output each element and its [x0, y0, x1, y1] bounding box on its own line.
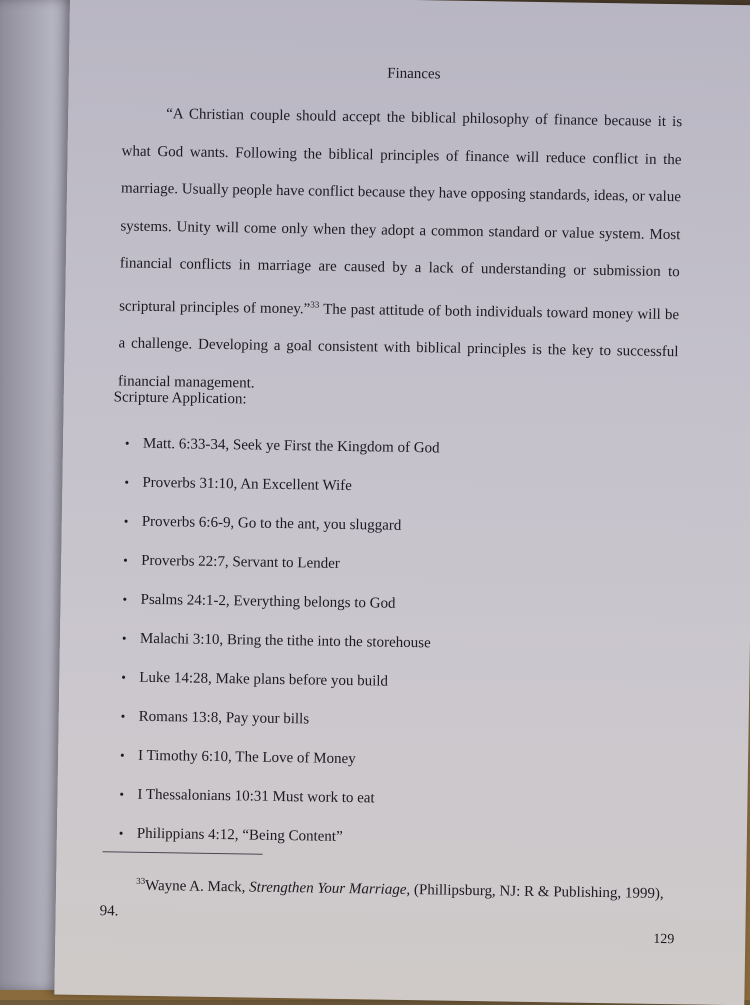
scripture-list [119, 424, 440, 858]
verse-text: Proverbs 22:7, Servant to Lender [141, 552, 340, 572]
bullet-icon: • [118, 825, 124, 841]
paragraph-rest: The past attitude of both individuals toward money will be a challenge. Developing a goal consistent with biblical principles is the key to successful financial management. [117, 301, 680, 392]
list-item [123, 501, 438, 545]
list-item [123, 540, 438, 584]
verse-text: Proverbs 6:6-9, Go to the ant, you sluggard [141, 513, 402, 534]
page-number: 129 [653, 931, 675, 948]
list-item [121, 657, 436, 701]
list-item [125, 424, 440, 468]
bullet-icon: • [123, 513, 129, 529]
bullet-icon: • [121, 630, 127, 646]
bullet-icon: • [124, 474, 130, 490]
book-page [54, 0, 750, 1005]
list-item [120, 696, 435, 740]
list-item [119, 774, 434, 818]
footnote-book-title: Strengthen Your Marriage [249, 879, 407, 898]
paragraph-indent [122, 117, 166, 118]
bullet-icon: • [121, 669, 127, 685]
section-label: Scripture Application: [113, 389, 247, 408]
body-paragraph [118, 95, 683, 409]
footnote-number: 33 [136, 875, 146, 886]
bullet-icon: • [123, 552, 128, 568]
bullet-icon: • [119, 747, 125, 763]
list-item [119, 813, 434, 857]
bullet-icon: • [119, 786, 125, 802]
bullet-icon: • [124, 435, 130, 451]
verse-text: Psalms 24:1-2, Everything belongs to God [140, 591, 396, 612]
verse-text: Philippians 4:12, “Being Content” [136, 825, 343, 845]
bullet-icon: • [120, 708, 126, 724]
page-title: Finances [387, 65, 441, 83]
list-item [122, 618, 437, 662]
verse-text: I Timothy 6:10, The Love of Money [137, 747, 356, 768]
paragraph-quote: “A Christian couple should accept the biblical philosophy of finance because it is what God wants. Following the biblical principles of finance will reduce conflict in the marriage. Usually people have conflict because they have opposing standards, ideas, or value systems. Unity will come only when they adopt a common standard or value system. Most financial conflicts in marriage are caused by a lack of understanding or submission to scriptural principles of money.” [119, 106, 683, 317]
footnote-author: Wayne A. Mack, [144, 877, 250, 896]
list-item [124, 462, 439, 506]
list-item [122, 579, 437, 623]
verse-text: Luke 14:28, Make plans before you build [139, 669, 389, 690]
footnote-publication: , (Phillipsburg, NJ: R & Publishing, 1999), 94. [99, 881, 664, 920]
verse-text: I Thessalonians 10:31 Must work to eat [137, 786, 375, 807]
verse-text: Proverbs 31:10, An Excellent Wife [142, 474, 352, 495]
verse-text: Matt. 6:33-34, Seek ye First the Kingdom of God [142, 435, 440, 457]
footnote-reference: 33 [310, 298, 320, 310]
verse-text: Romans 13:8, Pay your bills [138, 708, 310, 728]
bullet-icon: • [122, 591, 128, 607]
list-item [120, 735, 435, 779]
footnote [99, 867, 680, 933]
verse-text: Malachi 3:10, Bring the tithe into the storehouse [139, 630, 431, 652]
